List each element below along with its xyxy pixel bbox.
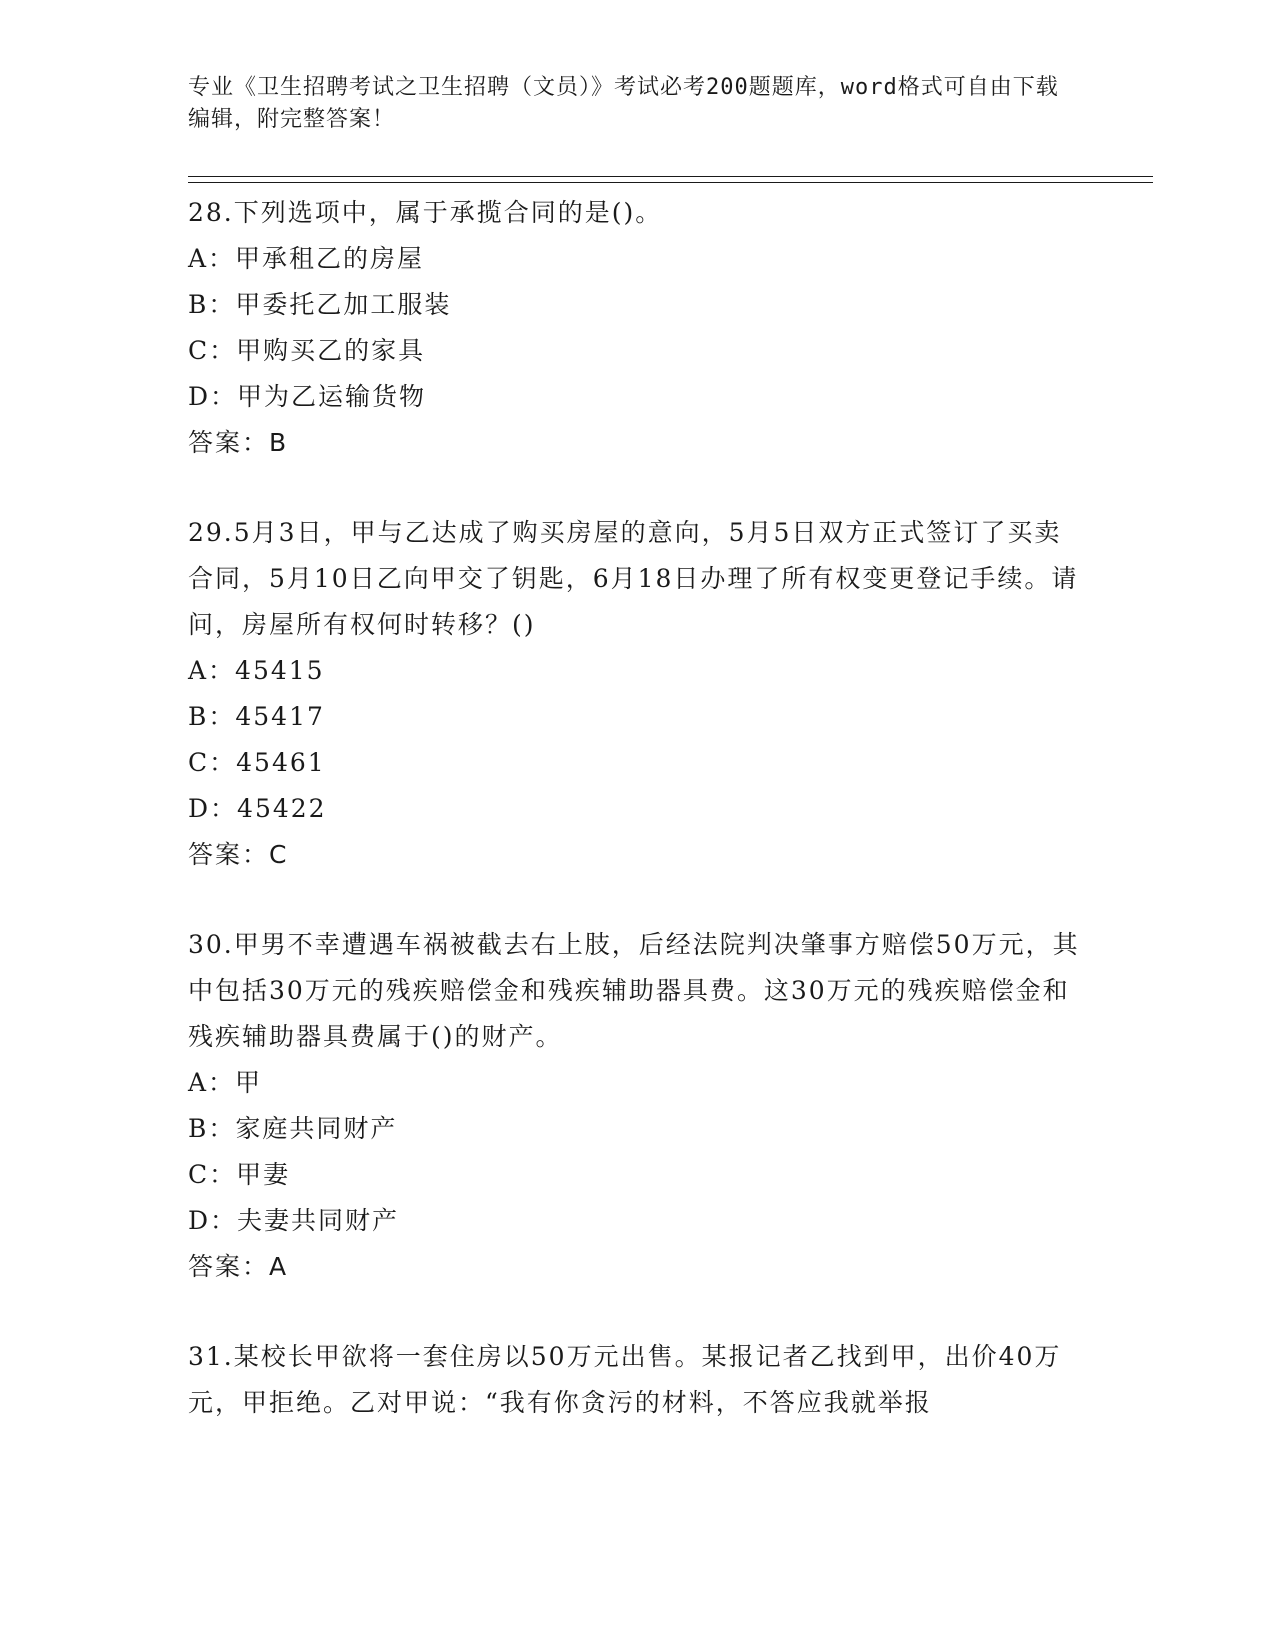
question-spacer [188,878,1088,922]
question-stem: 29.5月3日，甲与乙达成了购买房屋的意向，5月5日双方正式签订了买卖合同，5月10日乙向甲交了钥匙，6月18日办理了所有权变更登记手续。请问，房屋所有权何时转移？() [188,518,1079,639]
answer-line: 答案：B [188,428,289,457]
option-d: D：夫妻共同财产 [188,1206,400,1235]
question-stem: 28.下列选项中，属于承揽合同的是()。 [188,198,663,227]
document-header: 专业《卫生招聘考试之卫生招聘（文员）》考试必考200题题库，word格式可自由下载编辑，附完整答案！ [188,75,1059,132]
header-divider-top [188,176,1153,177]
question-29 [188,510,1088,878]
option-a: A：甲 [188,1068,263,1097]
question-30 [188,922,1088,1290]
option-c: C：45461 [188,748,326,777]
option-b: B：45417 [188,702,325,731]
option-a: A：甲承租乙的房屋 [188,244,425,273]
header-divider-bottom [188,182,1153,183]
answer-line: 答案：C [188,840,289,869]
option-d: D：甲为乙运输货物 [188,382,427,411]
option-b: B：家庭共同财产 [188,1114,398,1143]
option-d: D：45422 [188,794,327,823]
option-b: B：甲委托乙加工服装 [188,290,452,319]
question-list [188,190,1088,1426]
question-stem: 30.甲男不幸遭遇车祸被截去右上肢，后经法院判决肇事方赔偿50万元，其中包括30万元的残疾赔偿金和残疾辅助器具费。这30万元的残疾赔偿金和残疾辅助器具费属于()的财产。 [188,930,1080,1051]
question-28 [188,190,1088,466]
option-a: A：45415 [188,656,325,685]
question-spacer [188,1290,1088,1334]
question-31 [188,1334,1088,1426]
answer-line: 答案：A [188,1252,289,1281]
question-spacer [188,466,1088,510]
question-stem: 31.某校长甲欲将一套住房以50万元出售。某报记者乙找到甲，出价40万元，甲拒绝。乙对甲说：“我有你贪污的材料，不答应我就举报 [188,1342,1062,1417]
option-c: C：甲购买乙的家具 [188,336,426,365]
option-c: C：甲妻 [188,1160,291,1189]
